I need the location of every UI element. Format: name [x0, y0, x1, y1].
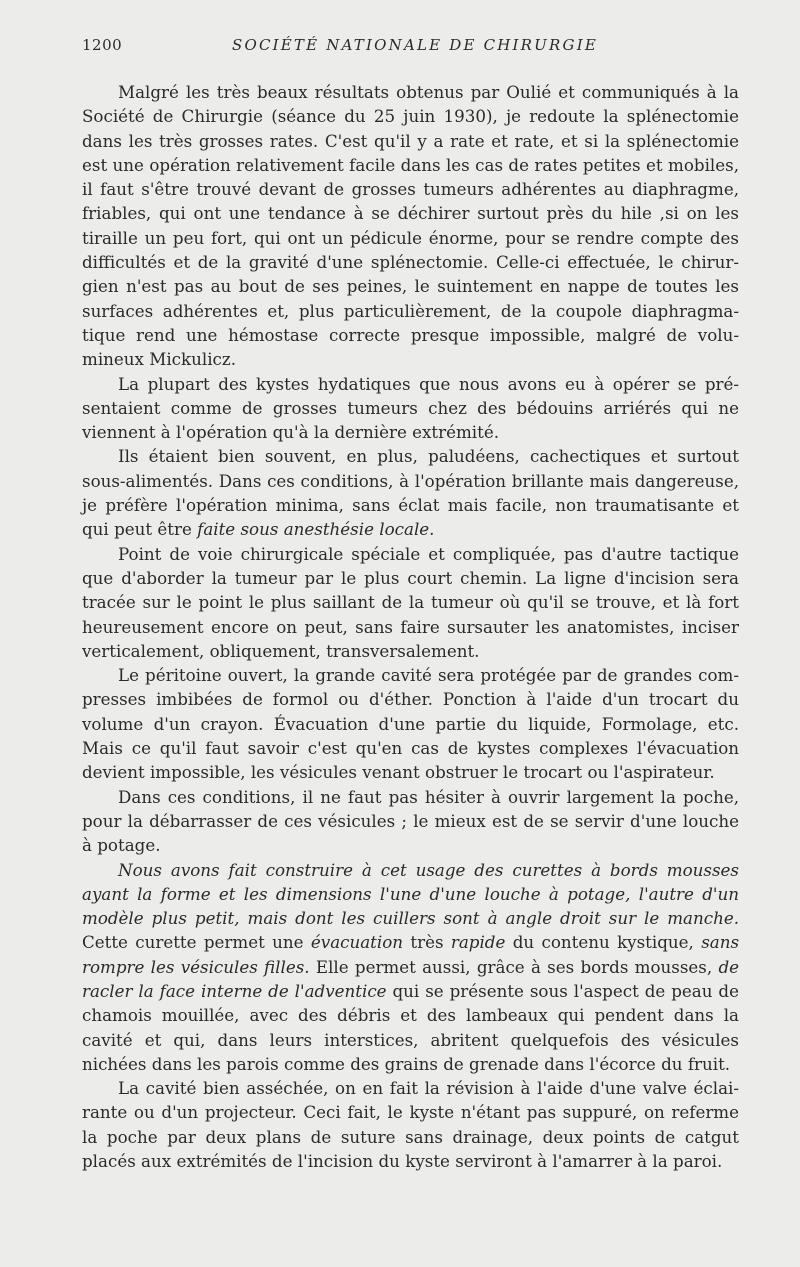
- emphasis-text: sans rompre les vésicules filles.: [82, 932, 740, 977]
- running-title: SOCIÉTÉ NATIONALE DE CHIRURGIE: [232, 36, 598, 54]
- paragraph: La plupart des kystes hydatiques que nous avons eu à opérer se présentaient comme de grosses tumeurs chez des bédouins arriérés qui ne viennent à l'opération qu'à la dernière extrémité.: [82, 373, 739, 443]
- text-run: du contenu kystique,: [505, 932, 702, 953]
- paragraph: Le péritoine ouvert, la grande cavité sera protégée par de grandes compresses imbibées de formol ou d'éther. Ponction à l'aide d'un trocart du volume d'un crayon. Évacuation d'une partie du liquide, Formolage, etc. Mais ce qu'il faut savoir c'est qu'en cas de kystes complexes l'évacuation devient impossible, les vésicules venant obstruer le trocart ou l'aspirateur.: [82, 665, 739, 783]
- paragraph: Malgré les très beaux résultats obtenus par Oulié et communiqués à la Société de Chirurgie (séance du 25 juin 1930), je redoute la splénectomie dans les très grosses rates. C'est qu'il y a rate et rate, et si la splénectomie est une opération relativement facile dans les cas de rates petites et mobiles, il faut s'être trouvé devant de grosses tumeurs adhérentes au diaphragme, friables, qui ont une tendance à se déchirer surtout près du hile ,si on les tiraille un peu fort, qui ont un pédicule énorme, pour se rendre compte des difficultés et de la gravité d'une splénectomie. Celle-ci effectuée, le chirurgien n'est pas au bout de ses peines, le suintement en nappe de toutes les surfaces adhérentes et, plus particulièrement, de la coupole diaphragmatique rend une hémostase correcte presque impossible, malgré de volumineux Mickulicz.: [82, 82, 739, 370]
- page-number: 1200: [82, 36, 123, 54]
- text-run: Ils étaient bien souvent, en plus, paludéens, cachectiques et surtout sous-alimentés. Dans ces conditions, à l'opération brillante mais dangereuse, je préfère l'opération minima, sans éclat mais facile, non traumatisante et qui peut être: [82, 446, 739, 540]
- paragraph: Point de voie chirurgicale spéciale et compliquée, pas d'autre tactique que d'aborder la tumeur par le plus court chemin. La ligne d'incision sera tracée sur le point le plus saillant de la tumeur où qu'il se trouve, et là fort heureusement encore on peut, sans faire sursauter les anatomistes, inciser verticalement, obliquement, transversalement.: [82, 543, 739, 661]
- emphasis-text: Nous avons fait construire à cet usage des curettes à bords mousses ayant la forme et les dimensions l'une d'une louche à potage, l'autre d'un modèle plus petit, mais dont les cuillers sont à angle droit sur le manche.: [82, 859, 739, 929]
- text-run: très: [403, 932, 451, 953]
- emphasis-text: évacuation: [310, 932, 404, 953]
- paragraph: Dans ces conditions, il ne faut pas hésiter à ouvrir largement la poche, pour la débarrasser de ces vésicules ; le mieux est de se servir d'une louche à potage.: [82, 786, 739, 856]
- paragraph: [82, 858, 739, 1077]
- article-body: [82, 80, 739, 1173]
- text-run: Cette curette permet une: [82, 932, 311, 953]
- paragraph: La cavité bien asséchée, on en fait la révision à l'aide d'une valve éclairante ou d'un projecteur. Ceci fait, le kyste n'étant pas suppuré, on referme la poche par deux plans de suture sans drainage, deux points de catgut placés aux extrémités de l'incision du kyste serviront à l'amarrer à la paroi.: [82, 1078, 739, 1172]
- emphasis-text: rapide: [450, 932, 506, 953]
- emphasis-text: de racler la face interne de l'adventice: [82, 956, 739, 1001]
- paragraph: [82, 444, 739, 541]
- text-run: Elle permet aussi, grâce à ses bords mousses,: [309, 956, 719, 977]
- page-header: [82, 36, 742, 58]
- emphasis-text: faite sous anesthésie locale.: [197, 519, 435, 540]
- text-run: qui se présente sous l'aspect de peau de chamois mouillée, avec des débris et des lambeaux qui pendent dans la cavité et qui, dans leurs interstices, abritent quelquefois des vésicules nichées dans les parois comme des grains de grenade dans l'écorce du fruit.: [82, 980, 739, 1074]
